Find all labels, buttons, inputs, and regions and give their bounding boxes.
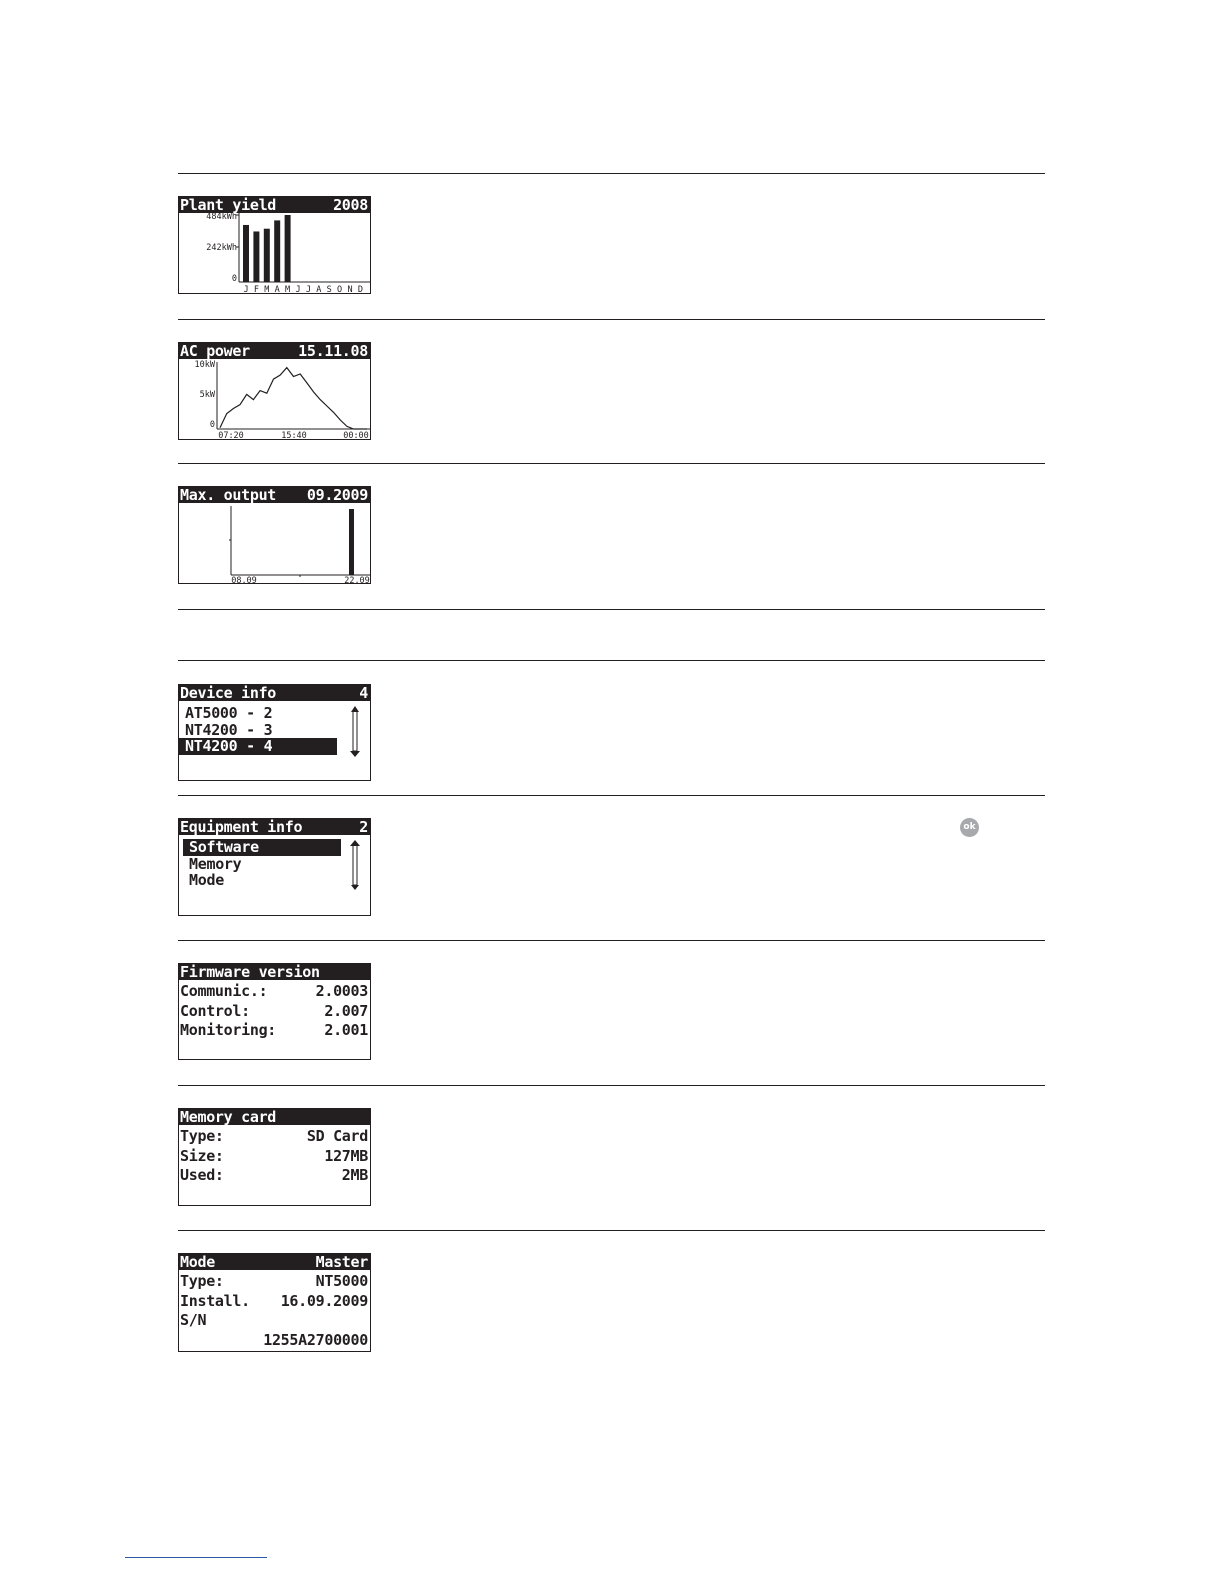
ac-power-header: [179, 343, 370, 359]
equipment-list-item[interactable]: Mode: [189, 871, 224, 889]
firmware-version-screen: [178, 963, 371, 1060]
firmware-row: [179, 1002, 370, 1022]
separator-rule: [178, 1230, 1045, 1231]
memory-card-row: [179, 1127, 370, 1147]
separator-rule: [178, 173, 1045, 174]
month-label: S: [326, 285, 332, 293]
separator-rule: [178, 795, 1045, 796]
output-bar: [349, 509, 354, 575]
row-label: Control:: [180, 1001, 250, 1020]
row-value: 2.007: [324, 1001, 368, 1020]
mode-row: [179, 1292, 370, 1312]
memory-card-row: [179, 1166, 370, 1186]
footer-link-underline: [125, 1557, 267, 1558]
ac-power-series-line: [220, 368, 367, 429]
separator-rule: [178, 1085, 1045, 1086]
row-label: Type:: [180, 1127, 224, 1145]
memory-card-rows: [179, 1127, 370, 1186]
equipment-info-screen: [178, 818, 371, 916]
equipment-info-header: [179, 819, 370, 835]
max-output-header: [179, 487, 370, 503]
max-output-screen: [178, 486, 371, 584]
row-label: S/N: [180, 1311, 207, 1330]
device-info-title: Device info: [180, 684, 277, 702]
serial-number-row: [179, 1331, 370, 1351]
row-label: Type:: [180, 1272, 224, 1290]
month-label: N: [347, 285, 353, 293]
scroll-arrows-icon[interactable]: [349, 840, 361, 892]
firmware-header: [179, 964, 370, 980]
equipment-list-item[interactable]: Memory: [189, 854, 242, 873]
device-list-item[interactable]: NT4200 - 4: [179, 738, 337, 755]
memory-card-screen: [178, 1108, 371, 1206]
max-output-title: Max. output: [180, 486, 277, 504]
row-value: SD Card: [306, 1127, 368, 1145]
row-label: Monitoring:: [180, 1021, 277, 1040]
plant-yield-title: Plant yield: [180, 196, 277, 214]
separator-rule: [178, 940, 1045, 941]
yield-bar: [274, 220, 280, 282]
y-tick-label: 0: [209, 420, 215, 430]
max-output-chart: [179, 503, 370, 583]
equipment-list-item[interactable]: Software: [183, 839, 341, 856]
firmware-row: [179, 982, 370, 1002]
month-label: F: [253, 285, 259, 293]
ac-power-title: AC power: [180, 342, 250, 360]
x-tick-label: 22.09: [344, 576, 370, 583]
firmware-rows: [179, 982, 370, 1041]
device-info-count: 4: [359, 684, 368, 702]
firmware-title: Firmware version: [180, 963, 320, 981]
ac-power-chart: [179, 359, 370, 439]
row-label: Communic.:: [180, 982, 268, 1000]
row-value: NT5000: [315, 1272, 368, 1290]
row-label: Install.: [180, 1291, 250, 1310]
plant-yield-year: 2008: [333, 196, 368, 214]
yield-bar: [253, 231, 259, 282]
month-label: A: [274, 285, 280, 293]
separator-rule: [178, 463, 1045, 464]
equipment-list: [179, 839, 370, 889]
ok-button-icon: ok: [960, 818, 979, 837]
row-label: Used:: [180, 1166, 224, 1185]
yield-bar: [243, 225, 249, 282]
row-value: 2MB: [341, 1166, 368, 1185]
ac-power-screen: [178, 342, 371, 440]
row-value: 2.001: [324, 1021, 368, 1040]
device-list-item[interactable]: AT5000 - 2: [185, 704, 273, 722]
y-tick-label: 0: [231, 274, 237, 284]
separator-rule: [178, 660, 1045, 661]
equipment-info-title: Equipment info: [180, 818, 303, 836]
scroll-arrows-icon[interactable]: [349, 706, 361, 758]
device-list: [179, 705, 370, 755]
x-tick-label: 08.09: [231, 576, 257, 583]
row-value: 2.0003: [315, 982, 368, 1000]
mode-header: [179, 1254, 370, 1270]
plant-yield-header: [179, 197, 370, 213]
x-tick-label: 07:20: [218, 431, 244, 439]
mode-screen: [178, 1253, 371, 1352]
separator-rule: [178, 609, 1045, 610]
mode-row: [179, 1272, 370, 1292]
memory-card-row: [179, 1147, 370, 1167]
serial-number: 1255A2700000: [263, 1330, 368, 1349]
ac-power-date: 15.11.08: [298, 342, 368, 360]
month-label: A: [316, 285, 322, 293]
mode-title: Mode: [180, 1253, 215, 1271]
memory-card-title: Memory card: [180, 1108, 277, 1126]
mode-rows: [179, 1272, 370, 1331]
device-list-item[interactable]: NT4200 - 3: [185, 720, 273, 739]
month-label: J: [305, 285, 311, 293]
yield-bar: [264, 229, 270, 282]
x-tick-label: 00:00: [343, 431, 369, 439]
month-label: M: [264, 285, 270, 293]
row-label: Size:: [180, 1146, 224, 1165]
y-tick-label: 484kWh: [206, 213, 237, 222]
device-info-header: [179, 685, 370, 701]
y-tick-label: 10kW: [194, 360, 215, 370]
max-output-date: 09.2009: [306, 486, 368, 504]
plant-yield-screen: [178, 196, 371, 294]
month-label: D: [357, 285, 363, 293]
memory-card-header: [179, 1109, 370, 1125]
separator-rule: [178, 319, 1045, 320]
plant-yield-chart: [179, 213, 370, 293]
device-info-screen: [178, 684, 371, 781]
yield-bar: [285, 215, 291, 282]
y-tick-label: 242kWh: [206, 243, 237, 253]
row-value: 127MB: [324, 1146, 368, 1165]
x-tick-label: 15:40: [281, 431, 307, 439]
row-value: 16.09.2009: [280, 1291, 368, 1310]
month-label: J: [295, 285, 301, 293]
month-label: J: [243, 285, 249, 293]
month-label: M: [285, 285, 291, 293]
equipment-info-count: 2: [359, 818, 368, 836]
y-tick-label: 5kW: [199, 390, 215, 400]
mode-row: [179, 1311, 370, 1331]
mode-value: Master: [315, 1253, 368, 1271]
firmware-row: [179, 1021, 370, 1041]
month-label: O: [337, 285, 343, 293]
